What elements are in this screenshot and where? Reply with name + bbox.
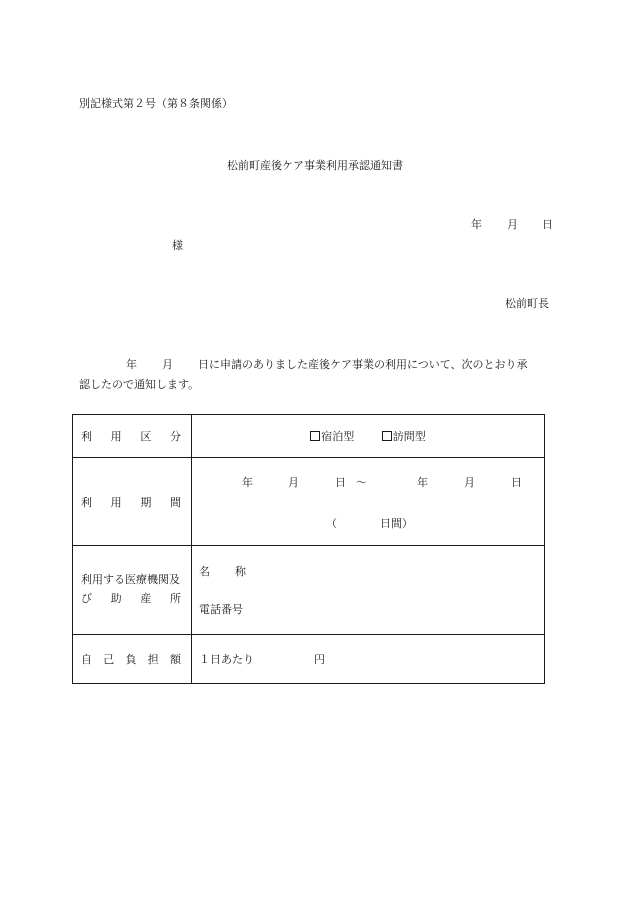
issuer-name: 松前町長	[505, 297, 549, 310]
body-text-line2: 認したので通知します。	[79, 378, 200, 391]
table-row-period	[73, 458, 544, 546]
period-label: 利 用 期 間	[81, 496, 181, 509]
facility-label-line1: 利用する医療機関及	[81, 573, 180, 586]
facility-phone-label: 電話番号	[199, 603, 243, 616]
body-year-label: 年	[126, 358, 137, 371]
facility-label-cell	[73, 546, 192, 634]
start-year-label: 年	[242, 476, 253, 489]
table-row-facility	[73, 546, 544, 635]
date-year-label: 年	[471, 218, 482, 231]
option-overnight[interactable]: 宿泊型	[310, 431, 354, 442]
period-tilde: ～	[356, 476, 367, 489]
cost-yen-label: 円	[314, 653, 325, 666]
end-month-label: 月	[464, 476, 475, 489]
date-day-label: 日	[542, 218, 553, 231]
facility-value-cell	[192, 546, 544, 634]
cost-label: 自 己 負 担 額	[81, 653, 181, 666]
cost-value-cell	[192, 635, 544, 683]
document-title: 松前町産後ケア事業利用承認通知書	[227, 159, 403, 172]
approval-details-table	[72, 414, 545, 684]
checkbox-overnight[interactable]	[310, 431, 320, 441]
end-year-label: 年	[417, 476, 428, 489]
period-value-cell	[192, 458, 544, 545]
table-row-cost	[73, 635, 544, 683]
recipient-honorific: 様	[172, 239, 183, 252]
days-open-paren: （	[326, 517, 337, 530]
option-visit[interactable]: 訪問型	[382, 431, 426, 442]
cost-per-day-label: １日あたり	[199, 653, 254, 666]
body-month-label: 月	[162, 358, 173, 371]
checkbox-visit[interactable]	[382, 431, 392, 441]
start-day-label: 日	[335, 476, 346, 489]
form-number: 別記様式第２号（第８条関係）	[79, 97, 233, 110]
table-row-category	[73, 415, 544, 458]
body-text-line1: 日に申請のありました産後ケア事業の利用について、次のとおり承	[198, 358, 528, 371]
end-day-label: 日	[511, 476, 522, 489]
category-value-cell	[192, 415, 544, 457]
facility-label-line2: び 助 産 所	[81, 592, 181, 605]
period-label-cell	[73, 458, 192, 545]
category-label: 利 用 区 分	[81, 430, 181, 443]
start-month-label: 月	[288, 476, 299, 489]
cost-label-cell	[73, 635, 192, 683]
days-count-label: 日間）	[380, 517, 413, 530]
category-label-cell	[73, 415, 192, 457]
facility-name-label-2: 称	[235, 565, 246, 578]
facility-name-label-1: 名	[199, 565, 210, 578]
date-month-label: 月	[507, 218, 518, 231]
